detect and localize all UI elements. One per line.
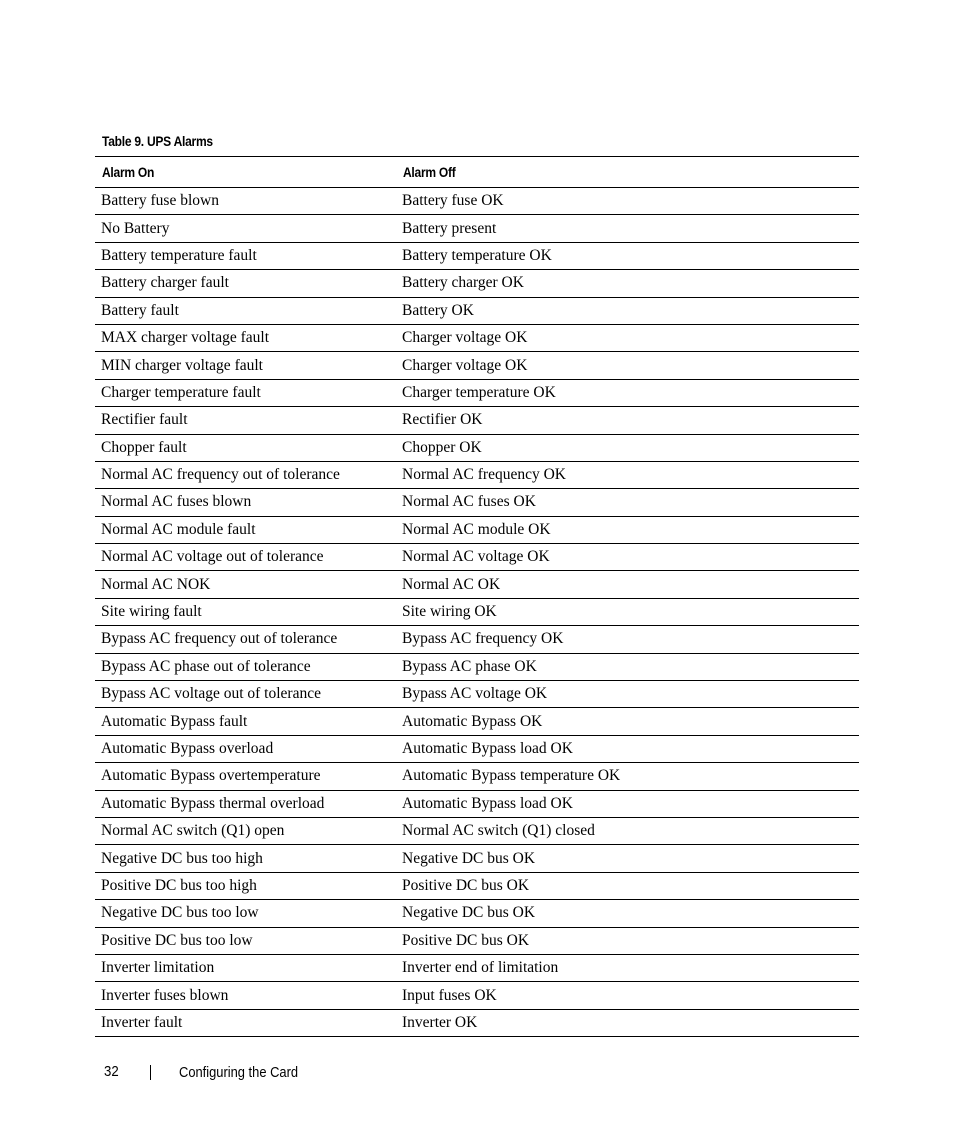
alarm-off-cell: Battery OK bbox=[396, 297, 859, 324]
alarm-off-cell: Battery temperature OK bbox=[396, 242, 859, 269]
alarm-on-cell: Automatic Bypass thermal overload bbox=[95, 790, 396, 817]
alarm-off-cell: Normal AC frequency OK bbox=[396, 461, 859, 488]
alarm-on-cell: Bypass AC phase out of tolerance bbox=[95, 653, 396, 680]
alarm-on-cell: Normal AC frequency out of tolerance bbox=[95, 461, 396, 488]
alarm-off-cell: Input fuses OK bbox=[396, 982, 859, 1009]
alarm-off-cell: Battery present bbox=[396, 215, 859, 242]
alarm-on-cell: Negative DC bus too low bbox=[95, 900, 396, 927]
alarm-off-cell: Bypass AC phase OK bbox=[396, 653, 859, 680]
table-body bbox=[95, 188, 859, 1037]
table-row bbox=[95, 735, 859, 762]
table-row bbox=[95, 872, 859, 899]
alarm-off-cell: Site wiring OK bbox=[396, 598, 859, 625]
table-row bbox=[95, 215, 859, 242]
alarm-off-cell: Battery fuse OK bbox=[396, 188, 859, 215]
alarm-on-cell: Battery temperature fault bbox=[95, 242, 396, 269]
table-row bbox=[95, 489, 859, 516]
page-number: 32 bbox=[104, 1063, 119, 1080]
alarm-on-cell: MAX charger voltage fault bbox=[95, 324, 396, 351]
table-row bbox=[95, 188, 859, 215]
alarm-on-cell: Normal AC module fault bbox=[95, 516, 396, 543]
alarm-on-cell: Battery fuse blown bbox=[95, 188, 396, 215]
alarm-on-cell: Bypass AC voltage out of tolerance bbox=[95, 681, 396, 708]
alarm-off-cell: Battery charger OK bbox=[396, 270, 859, 297]
alarm-on-cell: Negative DC bus too high bbox=[95, 845, 396, 872]
table-row bbox=[95, 681, 859, 708]
alarm-on-cell: Automatic Bypass overtemperature bbox=[95, 763, 396, 790]
table-header-row bbox=[95, 157, 859, 188]
alarm-on-cell: No Battery bbox=[95, 215, 396, 242]
alarm-off-cell: Automatic Bypass temperature OK bbox=[396, 763, 859, 790]
alarm-off-cell: Bypass AC frequency OK bbox=[396, 626, 859, 653]
table-row bbox=[95, 927, 859, 954]
table-row bbox=[95, 900, 859, 927]
alarm-off-cell: Inverter end of limitation bbox=[396, 954, 859, 981]
table-row bbox=[95, 1009, 859, 1036]
alarm-on-cell: Chopper fault bbox=[95, 434, 396, 461]
table-row bbox=[95, 516, 859, 543]
alarm-off-cell: Negative DC bus OK bbox=[396, 845, 859, 872]
alarm-off-cell: Positive DC bus OK bbox=[396, 872, 859, 899]
alarm-off-cell: Automatic Bypass OK bbox=[396, 708, 859, 735]
ups-alarms-table bbox=[95, 156, 859, 1037]
table-row bbox=[95, 653, 859, 680]
alarm-on-cell: Site wiring fault bbox=[95, 598, 396, 625]
alarm-off-cell: Automatic Bypass load OK bbox=[396, 735, 859, 762]
alarm-off-cell: Charger voltage OK bbox=[396, 324, 859, 351]
table-row bbox=[95, 982, 859, 1009]
alarm-on-cell: Battery charger fault bbox=[95, 270, 396, 297]
alarm-off-cell: Normal AC switch (Q1) closed bbox=[396, 817, 859, 844]
table-row bbox=[95, 708, 859, 735]
alarm-on-cell: Normal AC switch (Q1) open bbox=[95, 817, 396, 844]
alarm-off-cell: Normal AC voltage OK bbox=[396, 544, 859, 571]
table-row bbox=[95, 324, 859, 351]
alarm-on-cell: Normal AC fuses blown bbox=[95, 489, 396, 516]
alarm-off-cell: Normal AC module OK bbox=[396, 516, 859, 543]
table-row bbox=[95, 379, 859, 406]
table-row bbox=[95, 434, 859, 461]
alarm-on-cell: Inverter fault bbox=[95, 1009, 396, 1036]
column-header-alarm-on: Alarm On bbox=[95, 157, 396, 188]
alarm-off-cell: Rectifier OK bbox=[396, 407, 859, 434]
alarm-on-cell: Positive DC bus too low bbox=[95, 927, 396, 954]
alarm-on-cell: Bypass AC frequency out of tolerance bbox=[95, 626, 396, 653]
alarm-on-cell: Normal AC NOK bbox=[95, 571, 396, 598]
table-row bbox=[95, 845, 859, 872]
table-row bbox=[95, 352, 859, 379]
table-row bbox=[95, 242, 859, 269]
table-row bbox=[95, 954, 859, 981]
table-row bbox=[95, 297, 859, 324]
alarm-off-cell: Charger voltage OK bbox=[396, 352, 859, 379]
alarm-off-cell: Positive DC bus OK bbox=[396, 927, 859, 954]
footer-section-title: Configuring the Card bbox=[179, 1064, 299, 1081]
alarm-off-cell: Automatic Bypass load OK bbox=[396, 790, 859, 817]
alarm-on-cell: Normal AC voltage out of tolerance bbox=[95, 544, 396, 571]
alarm-on-cell: Rectifier fault bbox=[95, 407, 396, 434]
alarm-on-cell: Positive DC bus too high bbox=[95, 872, 396, 899]
alarm-on-cell: Charger temperature fault bbox=[95, 379, 396, 406]
alarm-off-cell: Normal AC OK bbox=[396, 571, 859, 598]
table-row bbox=[95, 763, 859, 790]
table-row bbox=[95, 571, 859, 598]
table-caption: Table 9. UPS Alarms bbox=[102, 133, 213, 149]
footer-divider bbox=[150, 1065, 151, 1080]
table-row bbox=[95, 626, 859, 653]
alarm-on-cell: Automatic Bypass overload bbox=[95, 735, 396, 762]
alarm-on-cell: MIN charger voltage fault bbox=[95, 352, 396, 379]
alarm-off-cell: Normal AC fuses OK bbox=[396, 489, 859, 516]
alarm-on-cell: Battery fault bbox=[95, 297, 396, 324]
alarm-off-cell: Inverter OK bbox=[396, 1009, 859, 1036]
table-row bbox=[95, 790, 859, 817]
table-row bbox=[95, 598, 859, 625]
table-row bbox=[95, 461, 859, 488]
alarm-on-cell: Inverter fuses blown bbox=[95, 982, 396, 1009]
alarm-on-cell: Inverter limitation bbox=[95, 954, 396, 981]
table-row bbox=[95, 407, 859, 434]
table-row bbox=[95, 270, 859, 297]
table-row bbox=[95, 544, 859, 571]
alarm-off-cell: Bypass AC voltage OK bbox=[396, 681, 859, 708]
alarm-off-cell: Negative DC bus OK bbox=[396, 900, 859, 927]
alarm-off-cell: Chopper OK bbox=[396, 434, 859, 461]
column-header-alarm-off: Alarm Off bbox=[396, 157, 859, 188]
table-row bbox=[95, 817, 859, 844]
alarm-on-cell: Automatic Bypass fault bbox=[95, 708, 396, 735]
alarm-off-cell: Charger temperature OK bbox=[396, 379, 859, 406]
